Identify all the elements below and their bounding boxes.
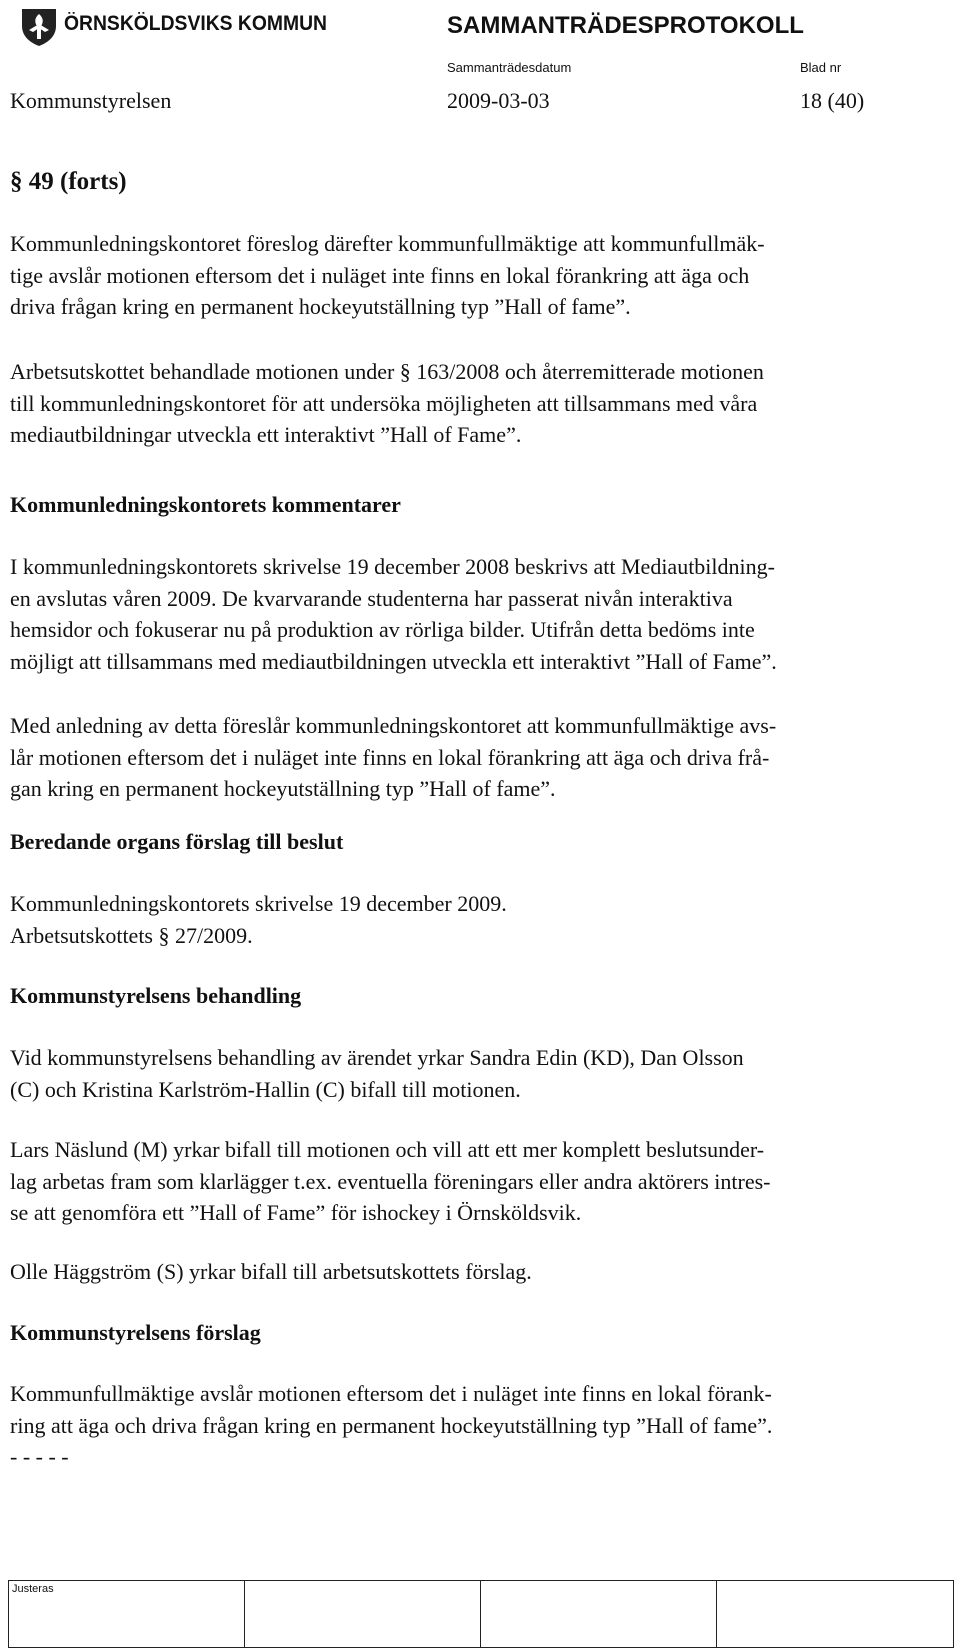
page-label: Blad nr [800, 60, 842, 75]
paragraph-3: I kommunledningskontorets skrivelse 19 december 2008 beskrivs att Mediautbildning- en avslutas våren 2009. De kvarvarande studenterna har passerat nivån interaktiva hemsidor och fokuserar nu på produktion av rörliga bilder. Utifrån detta bedöms inte möjligt att tillsammans med mediautbildningen utveckla ett interaktivt ”Hall of Fame”. [10, 554, 777, 674]
justeras-label: Justeras [12, 1583, 54, 1595]
paragraph-7: Lars Näslund (M) yrkar bifall till motionen och vill att ett mer komplett beslutsunder- lag arbetas fram som klarlägger t.ex. eventuella föreningars eller andra aktörers intres- se att genomföra ett ”Hall of Fame” för ishockey i Örnsköldsvik. [10, 1137, 771, 1225]
meeting-date: 2009-03-03 [447, 88, 550, 113]
signature-cell [717, 1581, 953, 1647]
paragraph-5: Kommunledningskontorets skrivelse 19 december 2009. Arbetsutskottets § 27/2009. [10, 891, 507, 948]
municipality-logo [18, 6, 60, 48]
paragraph-2: Arbetsutskottet behandlade motionen under § 163/2008 och återremitterade motionen till kommunledningskontoret för att undersöka möjligheten att tillsammans med våra mediautbildningar utveckla ett interaktivt ”Hall of Fame”. [10, 359, 764, 447]
page-number: 18 (40) [800, 88, 865, 113]
date-label: Sammanträdesdatum [447, 60, 572, 75]
signature-cell [9, 1581, 245, 1647]
signature-cell [245, 1581, 481, 1647]
org-name: ÖRNSKÖLDSVIKS KOMMUN [64, 12, 327, 35]
paragraph-9: Kommunfullmäktige avslår motionen eftersom det i nuläget inte finns en lokal förank- ring att äga och driva frågan kring en permanent hockeyutställning typ ”Hall of fame”. - - - - - [10, 1381, 773, 1469]
committee-name: Kommunstyrelsen [10, 88, 172, 113]
document-type: SAMMANTRÄDESPROTOKOLL [447, 12, 804, 39]
paragraph-title: § 49 (forts) [10, 168, 127, 195]
signature-cell [481, 1581, 717, 1647]
heading-handling: Kommunstyrelsens behandling [10, 983, 302, 1008]
paragraph-4: Med anledning av detta föreslår kommunledningskontoret att kommunfullmäktige avs- lår motionen eftersom det i nuläget inte finns en lokal förankring att äga och driva frå- gan kring en permanent hockeyutställning typ ”Hall of fame”. [10, 713, 777, 801]
heading-proposal: Beredande organs förslag till beslut [10, 829, 344, 854]
paragraph-8: Olle Häggström (S) yrkar bifall till arbetsutskottets förslag. [10, 1259, 532, 1284]
heading-comments: Kommunledningskontorets kommentarer [10, 492, 401, 517]
paragraph-1: Kommunledningskontoret föreslog därefter kommunfullmäktige att kommunfullmäk- tige avslår motionen eftersom det i nuläget inte finns en lokal förankring att äga och driva frågan kring en permanent hockeyutställning typ ”Hall of fame”. [10, 231, 765, 319]
heading-board-proposal: Kommunstyrelsens förslag [10, 1320, 261, 1345]
signature-box [8, 1580, 954, 1648]
paragraph-6: Vid kommunstyrelsens behandling av ärendet yrkar Sandra Edin (KD), Dan Olsson (C) och Kristina Karlström-Hallin (C) bifall till motionen. [10, 1045, 744, 1102]
coat-of-arms-icon [18, 6, 60, 48]
